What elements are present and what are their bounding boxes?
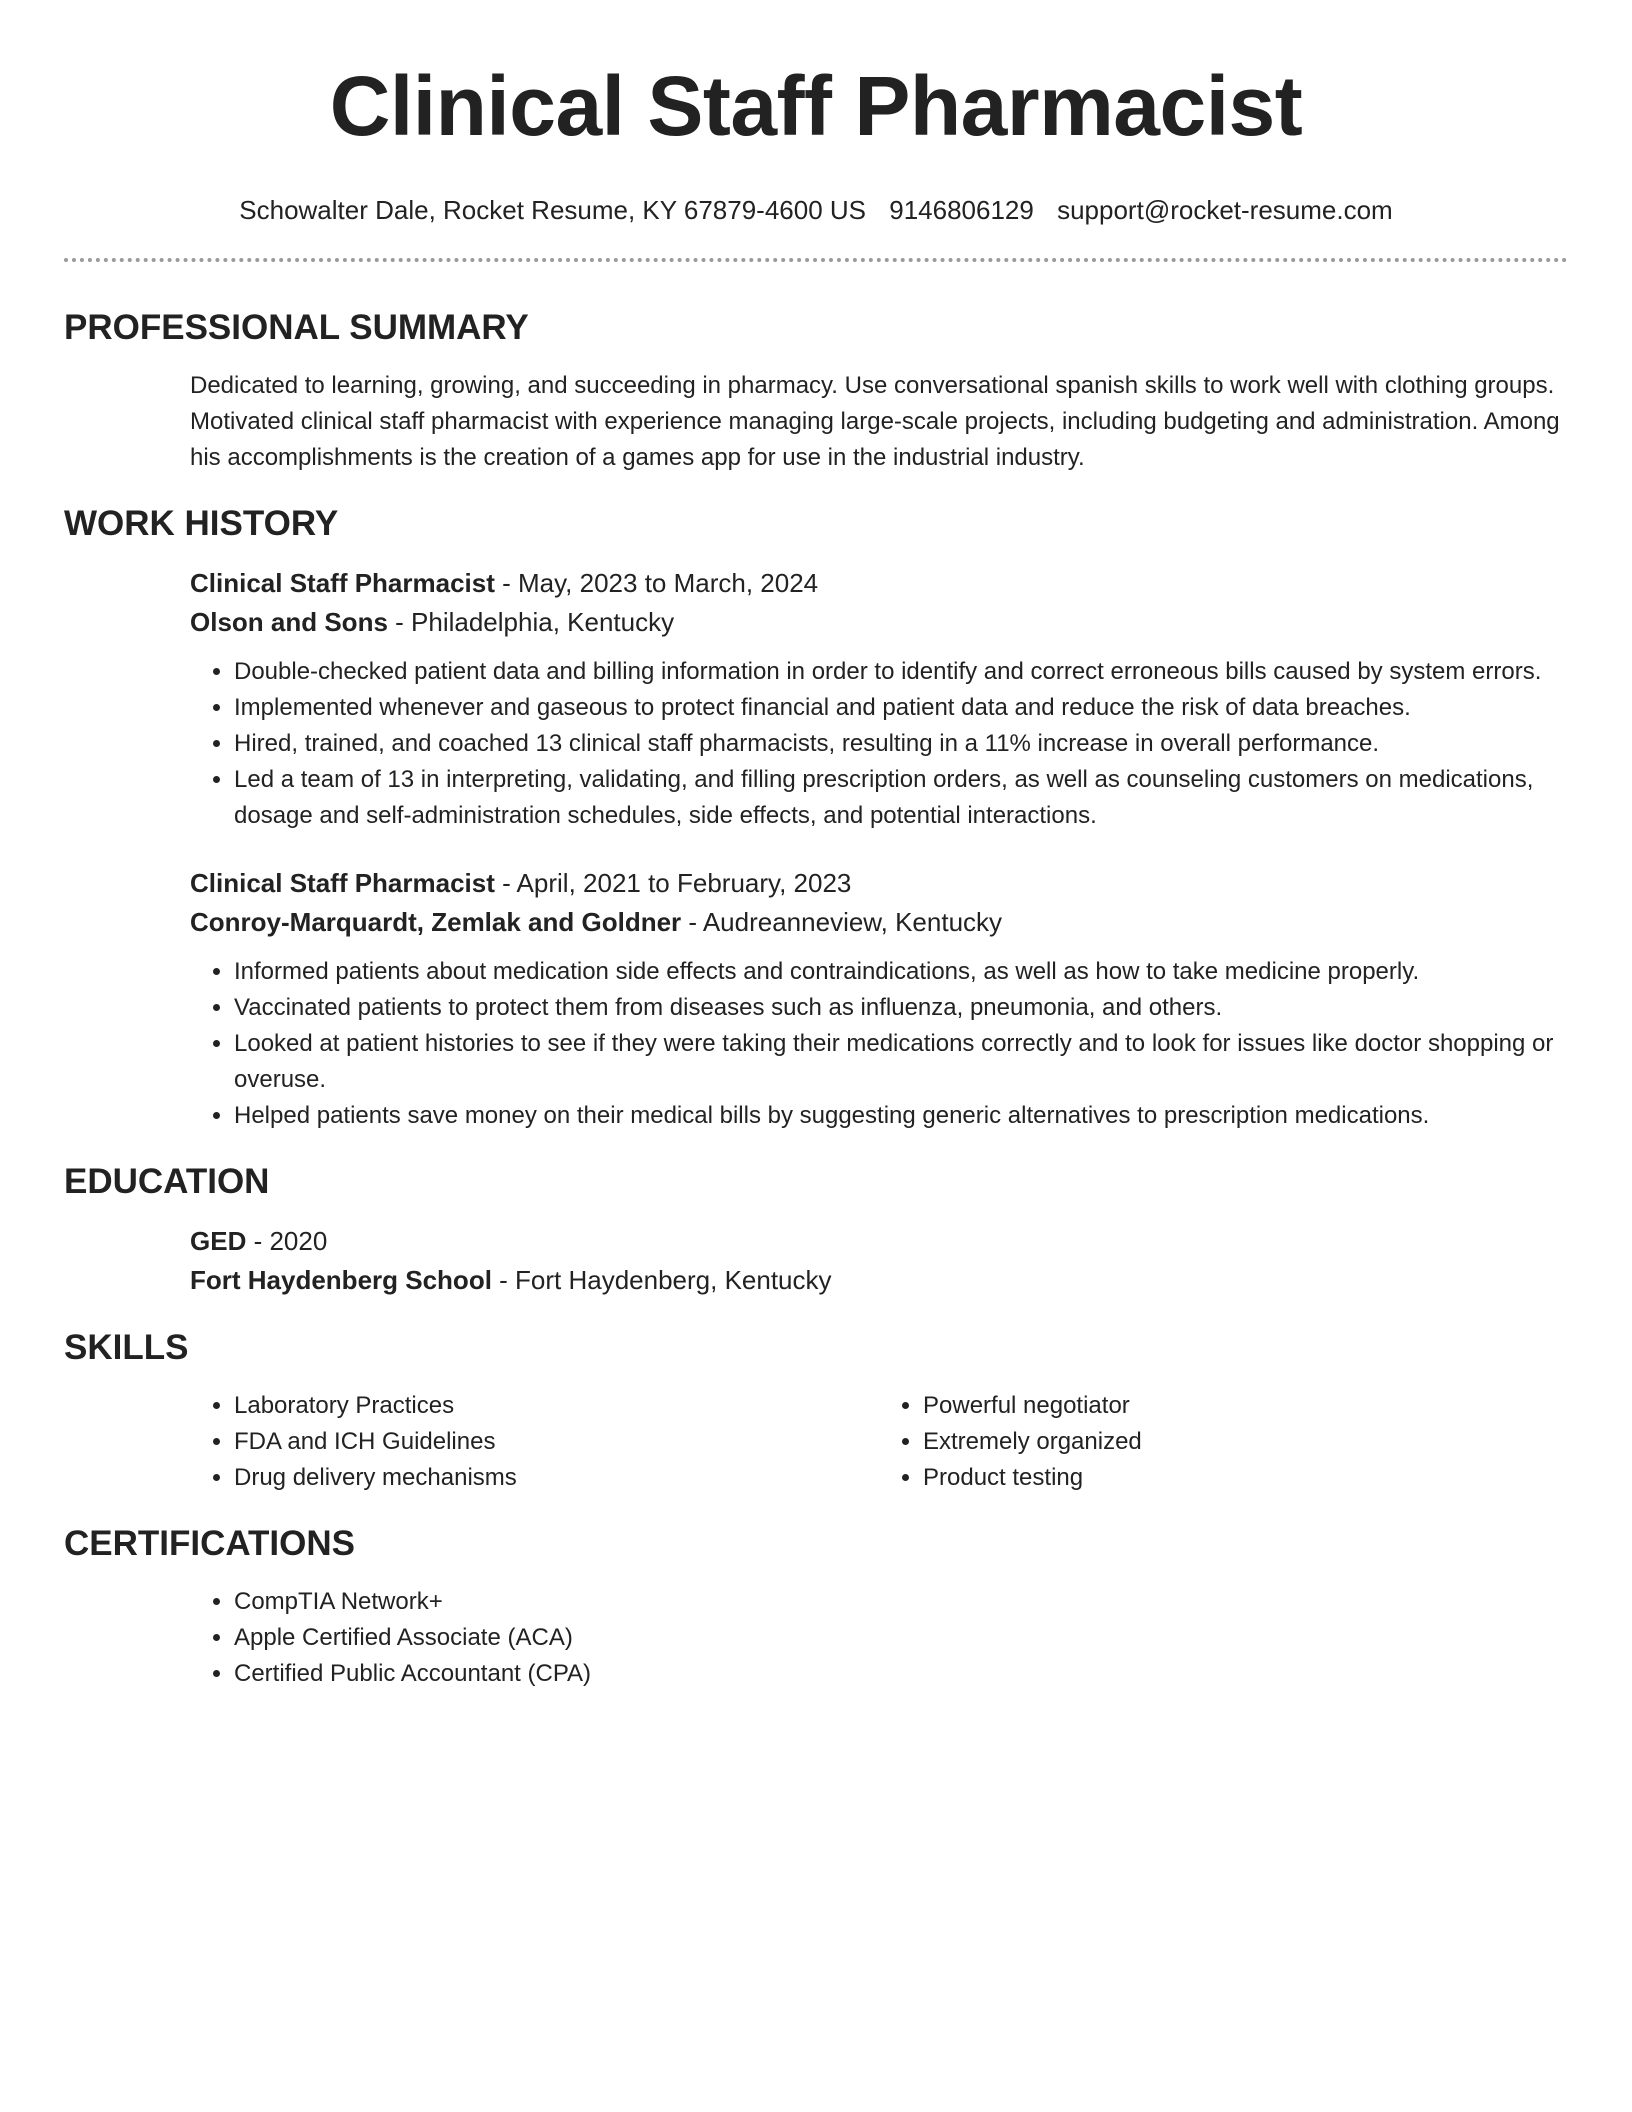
list-item: • FDA and ICH Guidelines [234,1424,879,1460]
education-year: - 2020 [246,1226,328,1256]
skills-grid [190,1388,1568,1496]
list-item: • Hired, trained, and coached 13 clinical staff pharmacists, resulting in a 11% increase in overall performance. [234,726,1568,762]
list-item: • Powerful negotiator [923,1388,1568,1424]
job-entry [190,564,1568,834]
job-company-line [190,603,1568,642]
certifications-section [64,1524,1568,1692]
list-item: • Implemented whenever and gaseous to protect financial and patient data and reduce the risk of data breaches. [234,690,1568,726]
resume-header [64,0,1568,226]
certifications-list [190,1584,1568,1692]
skills-heading: SKILLS [64,1328,189,1367]
candidate-name: Clinical Staff Pharmacist [329,59,1303,153]
job-company-line [190,903,1568,942]
list-item: • Led a team of 13 in interpreting, validating, and filling prescription orders, as well as counseling customers on medications, dosage and self-administration schedules, side effects, and potential interactions. [234,762,1568,834]
list-item: • CompTIA Network+ [234,1584,1568,1620]
skills-section [64,1328,1568,1496]
summary-section [64,308,1568,476]
list-item: • Apple Certified Associate (ACA) [234,1620,1568,1656]
skills-list-left [190,1388,879,1496]
work-history-heading: WORK HISTORY [64,504,339,543]
list-item: • Double-checked patient data and billing information in order to identify and correct erroneous bills caused by system errors. [234,654,1568,690]
header-divider [64,258,1568,262]
contact-line [64,194,1568,226]
list-item: • Drug delivery mechanisms [234,1460,879,1496]
job-bullets [190,954,1568,1134]
list-item: • Informed patients about medication side effects and contraindications, as well as how to take medicine properly. [234,954,1568,990]
list-item: • Vaccinated patients to protect them from diseases such as influenza, pneumonia, and others. [234,990,1568,1026]
education-school: Fort Haydenberg School [190,1265,492,1295]
job-entry [190,864,1568,1134]
education-degree: GED [190,1226,247,1256]
job-location: - Audreanneview, Kentucky [681,907,1003,937]
list-item: • Laboratory Practices [234,1388,879,1424]
work-history-section [64,504,1568,1134]
list-item: • Certified Public Accountant (CPA) [234,1656,1568,1692]
list-item: • Helped patients save money on their medical bills by suggesting generic alternatives to prescription medications. [234,1098,1568,1134]
list-item: • Product testing [923,1460,1568,1496]
certifications-heading: CERTIFICATIONS [64,1524,356,1563]
job-dates: - May, 2023 to March, 2024 [494,568,819,598]
job-location: - Philadelphia, Kentucky [387,607,675,637]
phone-text: 9146806129 [889,195,1034,225]
education-section [64,1162,1568,1300]
job-dates: - April, 2021 to February, 2023 [494,868,852,898]
education-degree-line [190,1222,1568,1261]
job-role: Clinical Staff Pharmacist [190,868,495,898]
job-company: Conroy-Marquardt, Zemlak and Goldner [190,907,682,937]
job-role: Clinical Staff Pharmacist [190,568,495,598]
summary-heading: PROFESSIONAL SUMMARY [64,308,529,347]
list-item: • Extremely organized [923,1424,1568,1460]
education-location: - Fort Haydenberg, Kentucky [491,1265,832,1295]
email-text: support@rocket-resume.com [1057,195,1393,225]
job-company: Olson and Sons [190,607,388,637]
list-item: • Looked at patient histories to see if they were taking their medications correctly and to look for issues like doctor shopping or overuse. [234,1026,1568,1098]
education-heading: EDUCATION [64,1162,270,1201]
address-text: Schowalter Dale, Rocket Resume, KY 67879-4600 US [239,195,867,225]
summary-text: Dedicated to learning, growing, and succeeding in pharmacy. Use conversational spanish skills to work well with clothing groups. Motivated clinical staff pharmacist with experience managing large-scale projects, including budgeting and administration. Among his accomplishments is the creation of a games app for use in the industrial industry. [190,372,1560,471]
education-school-line [190,1261,1568,1300]
skills-list-right [879,1388,1568,1496]
job-title-line [190,564,1568,603]
job-bullets [190,654,1568,834]
job-title-line [190,864,1568,903]
